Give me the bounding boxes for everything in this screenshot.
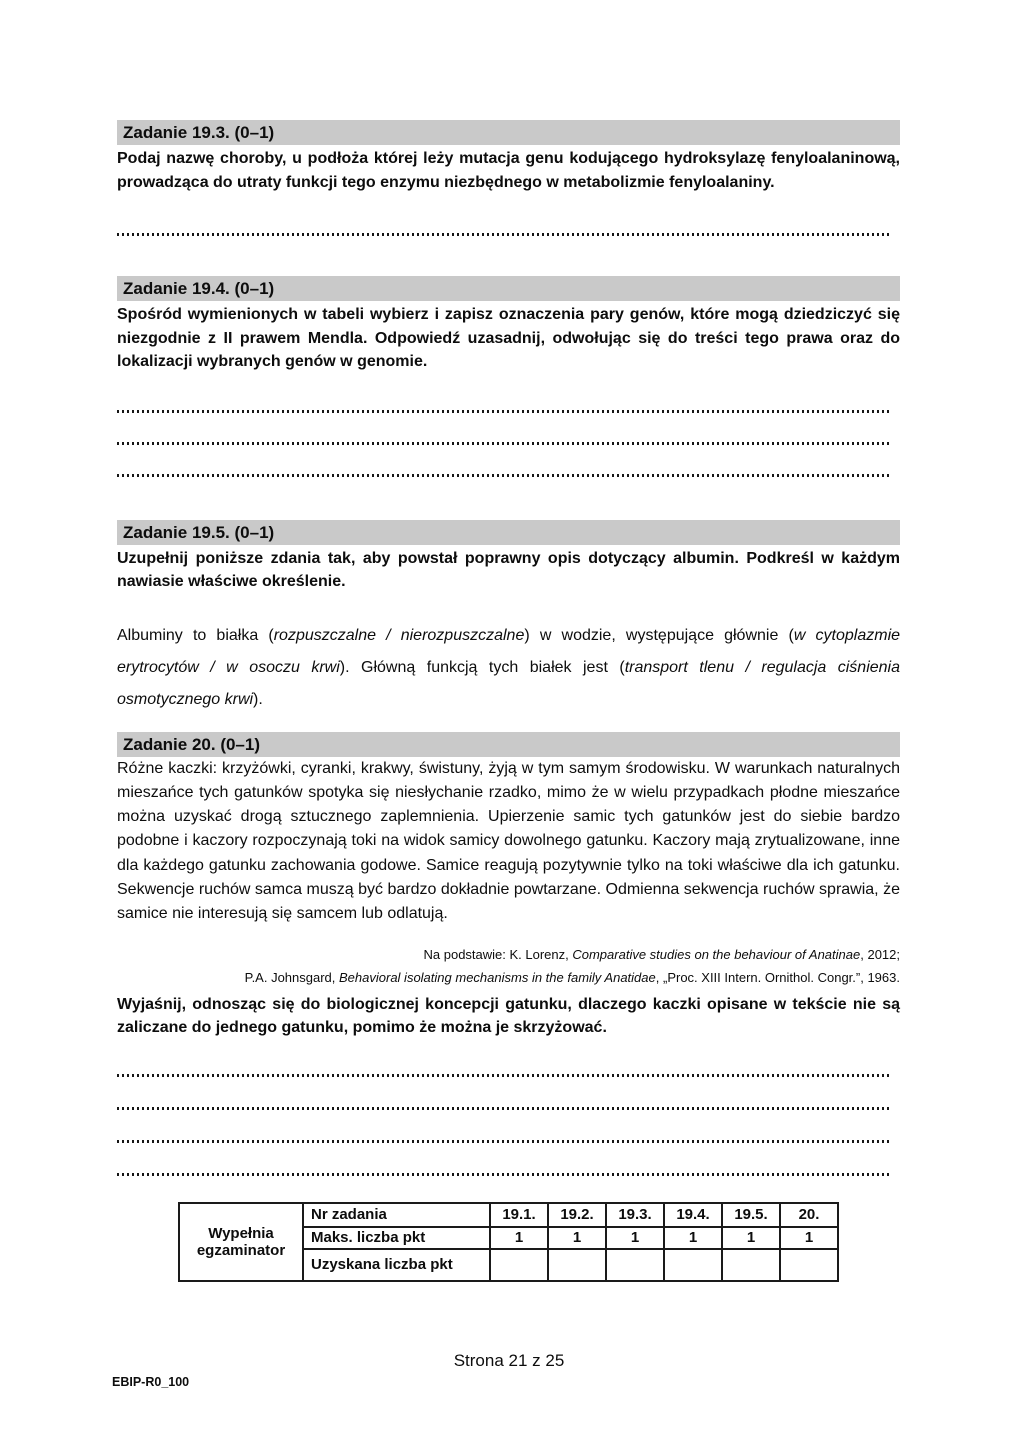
max-points-cell: 1 [606, 1227, 664, 1249]
task-number-cell: 19.2. [548, 1203, 606, 1227]
text-segment: Albuminy to białka ( [117, 626, 274, 644]
text-segment: ) w wodzie, występujące głównie ( [524, 626, 794, 644]
choice-option: transport tlenu / regulacja ciśnienia osmotycznego krwi [117, 658, 901, 708]
answer-line[interactable] [117, 442, 891, 445]
row-header-max-points: Maks. liczba pkt [303, 1227, 490, 1249]
task-number-cell: 19.1. [490, 1203, 548, 1227]
task-19-5-sentences [117, 620, 900, 716]
earned-points-cell[interactable] [664, 1249, 722, 1281]
task-19-3-header: Zadanie 19.3. (0–1) [117, 120, 900, 145]
page-content [117, 0, 900, 1282]
task-number-cell: 19.5. [722, 1203, 780, 1227]
row-header-task-number: Nr zadania [303, 1203, 490, 1227]
answer-line[interactable] [117, 233, 891, 236]
answer-line[interactable] [117, 474, 891, 477]
document-code: EBIP-R0_100 [112, 1375, 190, 1389]
row-header-earned-points: Uzyskana liczba pkt [303, 1249, 490, 1281]
choice-option: w cytoplazmie erytrocytów / w osoczu krwi [117, 626, 901, 676]
max-points-cell: 1 [722, 1227, 780, 1249]
task-19-4-header: Zadanie 19.4. (0–1) [117, 276, 900, 301]
earned-points-cell[interactable] [780, 1249, 838, 1281]
answer-line[interactable] [117, 1107, 891, 1110]
max-points-cell: 1 [490, 1227, 548, 1249]
text-segment: ). [253, 690, 263, 708]
text-segment: ). Główną funkcją tych białek jest ( [339, 658, 625, 676]
text-segment: Na podstawie: K. Lorenz, [423, 946, 573, 962]
examiner-score-table [178, 1202, 839, 1282]
answer-line[interactable] [117, 410, 891, 413]
task-number-cell: 20. [780, 1203, 838, 1227]
examiner-label-cell: Wypełnia egzaminator [179, 1203, 303, 1281]
max-points-cell: 1 [664, 1227, 722, 1249]
task-19-5-instruction: Uzupełnij poniższe zdania tak, aby powstał poprawny opis dotyczący albumin. Podkreśl w każdym nawiasie właściwe określenie. [117, 549, 900, 590]
citation-line [117, 943, 900, 966]
task-20-header: Zadanie 20. (0–1) [117, 732, 900, 757]
work-title: Comparative studies on the behaviour of Anatinae [572, 946, 861, 962]
task-19-4-body: Spośród wymienionych w tabeli wybierz i zapisz oznaczenia pary genów, które mogą dziedziczyć się niezgodnie z II prawem Mendla. Odpowiedź uzasadnij, odwołując się do treści tego prawa oraz do lokalizacji wybranych genów w genomie. [117, 306, 900, 370]
max-points-cell: 1 [780, 1227, 838, 1249]
task-19-5-header: Zadanie 19.5. (0–1) [117, 520, 900, 545]
page-number: Strona 21 z 25 [453, 1351, 565, 1370]
task-19-3-body: Podaj nazwę choroby, u podłoża której leży mutacja genu kodującego hydroksylazę fenyloalaninową, prowadząca do utraty funkcji tego enzymu niezbędnego w metabolizmie fenyloalaniny. [117, 150, 900, 191]
text-segment: P.A. Johnsgard, [244, 969, 340, 985]
text-segment: , „Proc. XIII Intern. Ornithol. Congr.”, 1963. [655, 969, 900, 985]
citation-line [117, 966, 900, 989]
answer-line[interactable] [117, 1173, 891, 1176]
max-points-cell: 1 [548, 1227, 606, 1249]
task-20-body: Różne kaczki: krzyżówki, cyranki, krakwy, świstuny, żyją w tym samym środowisku. W warunkach naturalnych mieszańce tych gatunków spotyka się niesłychanie rzadko, mimo że w wielu przypadkach płodne mieszańce można uzyskać drogą sztucznego zaplemnienia. Upierzenie samic tych gatunków jest do siebie bardzo podobne i kaczory rozpoczynają toki na widok samicy dowolnego gatunku. Kaczory mają zrytualizowane, inne dla każdego gatunku zachowania godowe. Samice reagują pozytywnie tylko na toki właściwe dla ich gatunku. Sekwencje ruchów samca muszą być bardzo dokładnie powtarzane. Odmienna sekwencja ruchów sprawia, że samice nie interesują się samcem lub odlatują. [117, 759, 900, 923]
earned-points-cell[interactable] [548, 1249, 606, 1281]
earned-points-cell[interactable] [606, 1249, 664, 1281]
answer-line[interactable] [117, 1140, 891, 1143]
earned-points-cell[interactable] [722, 1249, 780, 1281]
task-number-cell: 19.3. [606, 1203, 664, 1227]
earned-points-cell[interactable] [490, 1249, 548, 1281]
source-citation [117, 943, 900, 989]
text-segment: , 2012; [860, 946, 900, 962]
task-number-cell: 19.4. [664, 1203, 722, 1227]
answer-line[interactable] [117, 1074, 891, 1077]
choice-option: rozpuszczalne / nierozpuszczalne [273, 626, 525, 644]
work-title: Behavioral isolating mechanisms in the family Anatidae [339, 969, 656, 985]
task-20-question: Wyjaśnij, odnosząc się do biologicznej koncepcji gatunku, dlaczego kaczki opisane w tekście nie są zaliczane do jednego gatunku, pomimo że można je skrzyżować. [117, 995, 900, 1037]
